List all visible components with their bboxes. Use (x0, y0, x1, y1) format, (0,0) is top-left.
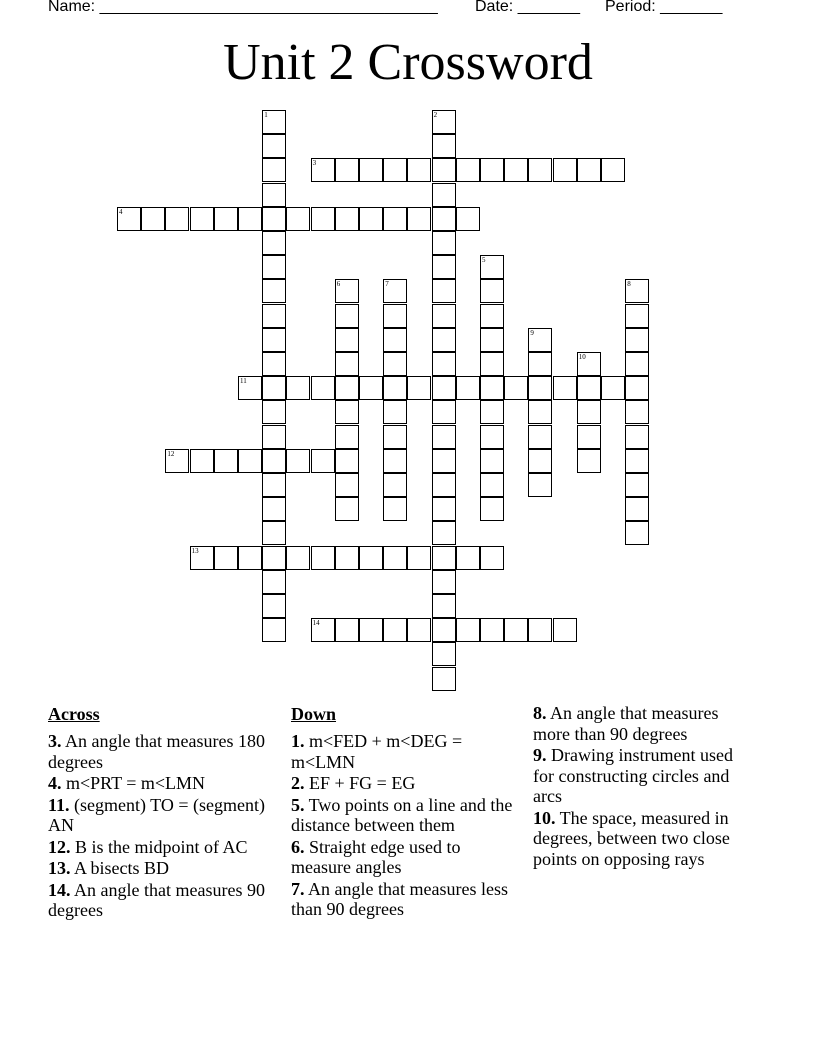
grid-cell[interactable] (625, 449, 649, 473)
grid-cell[interactable] (528, 400, 552, 424)
across-heading: Across (48, 704, 100, 724)
grid-cell[interactable] (456, 158, 480, 182)
clue-down (291, 731, 516, 772)
grid-cell[interactable] (625, 279, 649, 303)
grid-cell[interactable] (190, 546, 214, 570)
grid-cell[interactable] (432, 158, 456, 182)
clue-number-label: 8 (627, 280, 631, 289)
grid-cell[interactable] (262, 425, 286, 449)
clue-number-label: 1 (264, 111, 268, 119)
grid-cell[interactable] (625, 376, 649, 400)
grid-cell[interactable] (141, 207, 165, 231)
clue-number-label: 12 (167, 449, 175, 458)
grid-cell[interactable] (262, 618, 286, 642)
clue-across (48, 773, 273, 794)
grid-cell[interactable] (383, 279, 407, 303)
clue-text: A bisects BD (70, 858, 170, 878)
grid-cell[interactable] (238, 449, 262, 473)
grid-cell[interactable] (383, 158, 407, 182)
grid-cell[interactable] (407, 546, 431, 570)
grid-cell[interactable] (504, 158, 528, 182)
grid-cell[interactable] (432, 304, 456, 328)
clue-text: m<FED + m<DEG = m<LMN (291, 731, 463, 772)
grid-cell[interactable] (335, 158, 359, 182)
grid-cell[interactable] (383, 352, 407, 376)
grid-cell[interactable] (625, 473, 649, 497)
grid-cell[interactable] (480, 328, 504, 352)
grid-cell[interactable] (432, 667, 456, 691)
clue-down (291, 837, 516, 878)
grid-cell[interactable] (383, 328, 407, 352)
grid-cell[interactable] (432, 449, 456, 473)
grid-cell[interactable] (504, 376, 528, 400)
grid-cell[interactable] (407, 618, 431, 642)
grid-cell[interactable] (480, 546, 504, 570)
grid-cell[interactable] (262, 473, 286, 497)
clue-number-label: 14 (312, 619, 320, 628)
clue-down (533, 745, 758, 807)
grid-cell[interactable] (238, 376, 262, 400)
clue-number-label: 4 (119, 207, 123, 216)
grid-cell[interactable] (383, 207, 407, 231)
grid-cell[interactable] (456, 207, 480, 231)
grid-cell[interactable] (432, 279, 456, 303)
clue-text: An angle that measures 90 degrees (48, 879, 265, 920)
grid-cell[interactable] (432, 110, 456, 134)
grid-cell[interactable] (383, 449, 407, 473)
grid-cell[interactable] (577, 425, 601, 449)
clue-number-label: 9 (530, 328, 534, 337)
grid-cell[interactable] (625, 328, 649, 352)
across-clues-column (48, 703, 273, 922)
grid-cell[interactable] (311, 449, 335, 473)
grid-cell[interactable] (577, 376, 601, 400)
grid-cell[interactable] (625, 352, 649, 376)
clue-text: Drawing instrument used for constructing circles and arcs (533, 745, 733, 806)
grid-cell[interactable] (432, 570, 456, 594)
grid-cell[interactable] (262, 328, 286, 352)
grid-cell[interactable] (165, 449, 189, 473)
grid-cell[interactable] (311, 207, 335, 231)
grid-cell[interactable] (383, 376, 407, 400)
clue-number: 7. (291, 878, 305, 899)
grid-cell[interactable] (286, 546, 310, 570)
name-field[interactable]: Name: ______________________________________ (48, 0, 438, 15)
grid-cell[interactable] (553, 376, 577, 400)
grid-cell[interactable] (480, 425, 504, 449)
clue-down (291, 795, 516, 836)
grid-cell[interactable] (528, 158, 552, 182)
clue-number-label: 3 (312, 159, 317, 168)
grid-cell[interactable] (383, 400, 407, 424)
grid-cell[interactable] (335, 304, 359, 328)
down-heading: Down (291, 704, 337, 724)
grid-cell[interactable] (262, 497, 286, 521)
down-clues-continued-column (533, 703, 758, 870)
grid-cell[interactable] (311, 158, 335, 182)
date-field[interactable]: Date: _______ (475, 0, 580, 15)
grid-cell[interactable] (480, 352, 504, 376)
grid-cell[interactable] (262, 376, 286, 400)
grid-cell[interactable] (553, 158, 577, 182)
clue-text: m<PRT = m<LMN (61, 773, 206, 793)
down-clues-column (291, 703, 516, 921)
grid-cell[interactable] (335, 279, 359, 303)
grid-cell[interactable] (262, 110, 286, 134)
clue-across (48, 880, 273, 921)
grid-cell[interactable] (335, 328, 359, 352)
clue-number: 10. (533, 807, 556, 828)
grid-cell[interactable] (286, 207, 310, 231)
grid-cell[interactable] (165, 207, 189, 231)
grid-cell[interactable] (625, 400, 649, 424)
clue-number: 2. (291, 773, 305, 793)
grid-cell[interactable] (480, 255, 504, 279)
grid-cell[interactable] (262, 352, 286, 376)
grid-cell[interactable] (383, 425, 407, 449)
grid-cell[interactable] (432, 352, 456, 376)
clue-number: 8. (533, 703, 547, 723)
grid-cell[interactable] (432, 376, 456, 400)
grid-cell[interactable] (335, 497, 359, 521)
clue-number-label: 13 (191, 546, 199, 555)
grid-cell[interactable] (335, 473, 359, 497)
grid-cell[interactable] (262, 158, 286, 182)
grid-cell[interactable] (432, 473, 456, 497)
grid-cell[interactable] (117, 207, 141, 231)
clue-number: 4. (48, 773, 62, 793)
grid-cell[interactable] (577, 400, 601, 424)
clue-number-label: 6 (336, 280, 341, 289)
clue-across (48, 858, 273, 879)
grid-cell[interactable] (407, 376, 431, 400)
grid-cell[interactable] (359, 207, 383, 231)
clue-across (48, 795, 273, 836)
grid-cell[interactable] (335, 425, 359, 449)
grid-cell[interactable] (456, 546, 480, 570)
grid-cell[interactable] (262, 279, 286, 303)
grid-cell[interactable] (528, 328, 552, 352)
grid-cell[interactable] (383, 497, 407, 521)
grid-cell[interactable] (553, 618, 577, 642)
grid-cell[interactable] (407, 207, 431, 231)
grid-cell[interactable] (359, 618, 383, 642)
grid-cell[interactable] (407, 158, 431, 182)
grid-cell[interactable] (432, 594, 456, 618)
grid-cell[interactable] (335, 618, 359, 642)
grid-cell[interactable] (335, 376, 359, 400)
clue-number: 1. (291, 731, 305, 751)
grid-cell[interactable] (335, 207, 359, 231)
clue-text: EF + FG = EG (304, 773, 416, 793)
grid-cell[interactable] (625, 304, 649, 328)
grid-cell[interactable] (190, 449, 214, 473)
clue-number: 9. (533, 745, 547, 765)
grid-cell[interactable] (625, 425, 649, 449)
clue-number: 3. (48, 731, 62, 751)
clue-number-label: 5 (482, 256, 486, 265)
grid-cell[interactable] (335, 400, 359, 424)
grid-cell[interactable] (214, 449, 238, 473)
clue-number: 14. (48, 879, 71, 900)
grid-cell[interactable] (432, 546, 456, 570)
grid-cell[interactable] (480, 400, 504, 424)
grid-cell[interactable] (359, 376, 383, 400)
grid-cell[interactable] (383, 304, 407, 328)
grid-cell[interactable] (625, 497, 649, 521)
clue-across (48, 837, 273, 858)
grid-cell[interactable] (238, 546, 262, 570)
grid-cell[interactable] (456, 618, 480, 642)
grid-cell[interactable] (577, 158, 601, 182)
grid-cell[interactable] (214, 546, 238, 570)
clue-number-label: 10 (578, 353, 586, 361)
grid-cell[interactable] (528, 352, 552, 376)
grid-cell[interactable] (286, 376, 310, 400)
clue-number: 6. (291, 836, 305, 857)
grid-cell[interactable] (601, 376, 625, 400)
grid-cell[interactable] (383, 473, 407, 497)
grid-cell[interactable] (480, 376, 504, 400)
grid-cell[interactable] (238, 207, 262, 231)
grid-cell[interactable] (480, 497, 504, 521)
grid-cell[interactable] (577, 352, 601, 376)
grid-cell[interactable] (335, 546, 359, 570)
grid-cell[interactable] (528, 376, 552, 400)
grid-cell[interactable] (335, 352, 359, 376)
grid-cell[interactable] (262, 231, 286, 255)
grid-cell[interactable] (262, 183, 286, 207)
clue-text: An angle that measures less than 90 degrees (291, 878, 508, 919)
clue-text: Straight edge used to measure angles (291, 836, 461, 877)
grid-cell[interactable] (432, 618, 456, 642)
clue-text: An angle that measures 180 degrees (48, 731, 265, 772)
grid-cell[interactable] (432, 207, 456, 231)
grid-cell[interactable] (335, 449, 359, 473)
clue-number: 5. (291, 794, 305, 815)
grid-cell[interactable] (528, 618, 552, 642)
clue-number-label: 2 (433, 111, 438, 119)
grid-cell[interactable] (432, 425, 456, 449)
clue-number: 13. (48, 858, 71, 878)
clue-down (533, 808, 758, 870)
grid-cell[interactable] (383, 546, 407, 570)
clue-number: 11. (48, 794, 70, 815)
grid-cell[interactable] (432, 497, 456, 521)
grid-cell[interactable] (432, 400, 456, 424)
page-title: Unit 2 Crossword (223, 34, 593, 91)
grid-cell[interactable] (432, 134, 456, 158)
grid-cell[interactable] (262, 594, 286, 618)
grid-cell[interactable] (359, 158, 383, 182)
clue-across (48, 731, 273, 772)
grid-cell[interactable] (480, 618, 504, 642)
grid-cell[interactable] (262, 521, 286, 545)
grid-cell[interactable] (190, 207, 214, 231)
grid-cell[interactable] (214, 207, 238, 231)
grid-cell[interactable] (432, 255, 456, 279)
grid-cell[interactable] (480, 473, 504, 497)
grid-cell[interactable] (625, 521, 649, 545)
clue-text: Two points on a line and the distance between them (291, 794, 513, 835)
grid-cell[interactable] (262, 207, 286, 231)
grid-cell[interactable] (262, 449, 286, 473)
grid-cell[interactable] (432, 642, 456, 666)
grid-cell[interactable] (432, 231, 456, 255)
grid-cell[interactable] (528, 425, 552, 449)
clue-text: (segment) TO = (segment) AN (48, 794, 265, 835)
clue-number-label: 11 (240, 377, 247, 386)
clue-down (291, 879, 516, 920)
grid-cell[interactable] (262, 134, 286, 158)
grid-cell[interactable] (504, 618, 528, 642)
grid-cell[interactable] (359, 546, 383, 570)
grid-cell[interactable] (601, 158, 625, 182)
grid-cell[interactable] (456, 376, 480, 400)
grid-cell[interactable] (480, 449, 504, 473)
grid-cell[interactable] (262, 400, 286, 424)
clue-down (533, 703, 758, 744)
grid-cell[interactable] (311, 376, 335, 400)
grid-cell[interactable] (262, 255, 286, 279)
grid-cell[interactable] (311, 546, 335, 570)
grid-cell[interactable] (286, 449, 310, 473)
clue-down (291, 773, 516, 794)
clue-text: B is the midpoint of AC (70, 836, 248, 857)
grid-cell[interactable] (480, 158, 504, 182)
period-field[interactable]: Period: _______ (605, 0, 723, 15)
grid-cell[interactable] (262, 304, 286, 328)
grid-cell[interactable] (432, 328, 456, 352)
clue-text: An angle that measures more than 90 degrees (533, 703, 719, 744)
grid-cell[interactable] (311, 618, 335, 642)
grid-cell[interactable] (383, 618, 407, 642)
grid-cell[interactable] (432, 183, 456, 207)
clue-text: The space, measured in degrees, between two close points on opposing rays (533, 807, 730, 869)
grid-cell[interactable] (432, 521, 456, 545)
grid-cell[interactable] (480, 279, 504, 303)
clue-number-label: 7 (385, 280, 389, 289)
grid-cell[interactable] (577, 449, 601, 473)
grid-cell[interactable] (528, 473, 552, 497)
grid-cell[interactable] (480, 304, 504, 328)
grid-cell[interactable] (262, 570, 286, 594)
grid-cell[interactable] (262, 546, 286, 570)
grid-cell[interactable] (528, 449, 552, 473)
clue-number: 12. (48, 836, 71, 857)
